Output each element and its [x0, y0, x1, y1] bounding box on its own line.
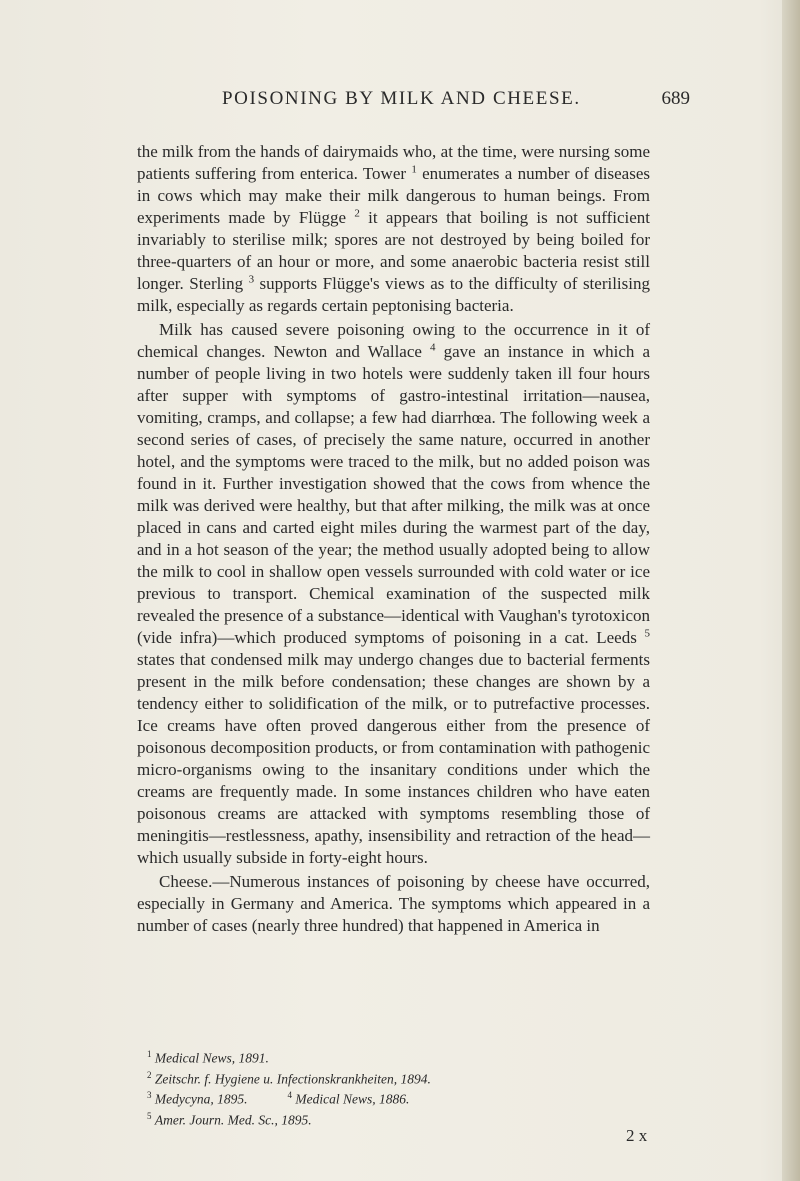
footnote-3: [147, 1087, 247, 1108]
running-head: POISONING BY MILK AND CHEESE.: [222, 88, 581, 109]
paragraph-milk-sterilisation: [137, 141, 650, 317]
footnote-number: 3: [147, 1090, 152, 1100]
footnote-text: Amer. Journ. Med. Sc., 1895.: [154, 1112, 312, 1127]
page-number: 689: [661, 88, 690, 109]
footnote-number: 4: [287, 1090, 292, 1100]
signature-mark: 2 x: [626, 1126, 648, 1145]
footnote-ref: 4: [430, 341, 436, 354]
text-segment: Milk has caused severe poisoning owing to the occurrence in it of chemical changes. Newton and Wallace: [137, 320, 650, 361]
page-header: [222, 88, 690, 118]
text-segment: Cheese.—Numerous instances of poisoning by cheese have occurred, especially in Germany and America. The symptoms which appeared in a number of cases (nearly three hundred) that happened in America in: [137, 872, 650, 935]
paragraph-chemical-changes: [137, 319, 650, 869]
footnote-text: Zeitschr. f. Hygiene u. Infectionskrankheiten, 1894.: [154, 1071, 431, 1086]
footnote-number: 5: [147, 1110, 152, 1121]
footnote-number: 2: [147, 1069, 152, 1080]
footnote-4: [287, 1087, 409, 1108]
footnote-ref: 3: [248, 273, 255, 286]
paragraph-cheese: [137, 871, 650, 937]
footnote-text: Medical News, 1886.: [295, 1091, 410, 1107]
footnotes: [137, 1046, 650, 1128]
footnote-ref: 2: [354, 207, 360, 220]
book-spine-edge: [782, 0, 800, 1181]
text-segment: enumerates a number of diseases in cows which may make their milk dangerous to human beings. From experiments made by Flügge: [137, 164, 650, 227]
text-segment: states that condensed milk may undergo changes due to bacterial ferments present in the milk before condensation; these changes are shown by a tendency either to solidification of the milk, or to putrefactive processes. Ice creams have often proved dangerous either from the presence of poisonous decomposition products, or from contamination with pathogenic micro-organisms owing to the insanitary conditions under which the creams are frequently made. In some instances children who have eaten poisonous creams are attacked with symptoms resembling those of meningitis—restlessness, apathy, insensibility and retraction of the head—which usually subside in forty-eight hours.: [137, 650, 650, 867]
footnote-5: [137, 1108, 650, 1129]
footnote-ref: 1: [411, 163, 417, 176]
footnote-text: Medycyna, 1895.: [154, 1091, 248, 1107]
footnote-number: 1: [147, 1049, 152, 1059]
footnote-1: [137, 1046, 650, 1067]
footnote-row: [137, 1087, 650, 1108]
text-segment: it appears that boiling is not sufficient invariably to sterilise milk; spores are not destroyed by being boiled for three-quarters of an hour or more, and some anaerobic bacteria resist still longer. Sterling: [137, 208, 650, 293]
text-segment: gave an instance in which a number of people living in two hotels were suddenly taken ill four hours after supper with symptoms of gastro-intestinal irritation—nausea, vomiting, cramps, and collapse; a few had diarrhœa. The following week a second series of cases, of precisely the same nature, occurred in another hotel, and the symptoms were traced to the milk, but no added poison was found in it. Further investigation showed that the cows from whence the milk was derived were healthy, but that after milking, the milk was at once placed in cans and carted eight miles during the warmest part of the day, and in a hot season of the year; the method usually adopted being to allow the milk to cool in shallow open vessels surrounded with cold water or ice previous to transport. Chemical examination of the suspected milk revealed the presence of a substance—identical with Vaughan's tyrotoxicon (vide infra)—which produced symptoms of poisoning in a cat. Leeds: [137, 342, 650, 647]
text-segment: the milk from the hands of dairymaids who, at the time, were nursing some patients suffering from enterica. Tower: [137, 142, 650, 183]
body-text: [137, 141, 650, 937]
text-segment: supports Flügge's views as to the difficulty of sterilising milk, especially as regards certain peptonising bacteria.: [137, 274, 650, 315]
footnote-2: [137, 1067, 650, 1088]
footnote-ref: 5: [644, 627, 650, 640]
footnote-text: Medical News, 1891.: [154, 1050, 269, 1066]
